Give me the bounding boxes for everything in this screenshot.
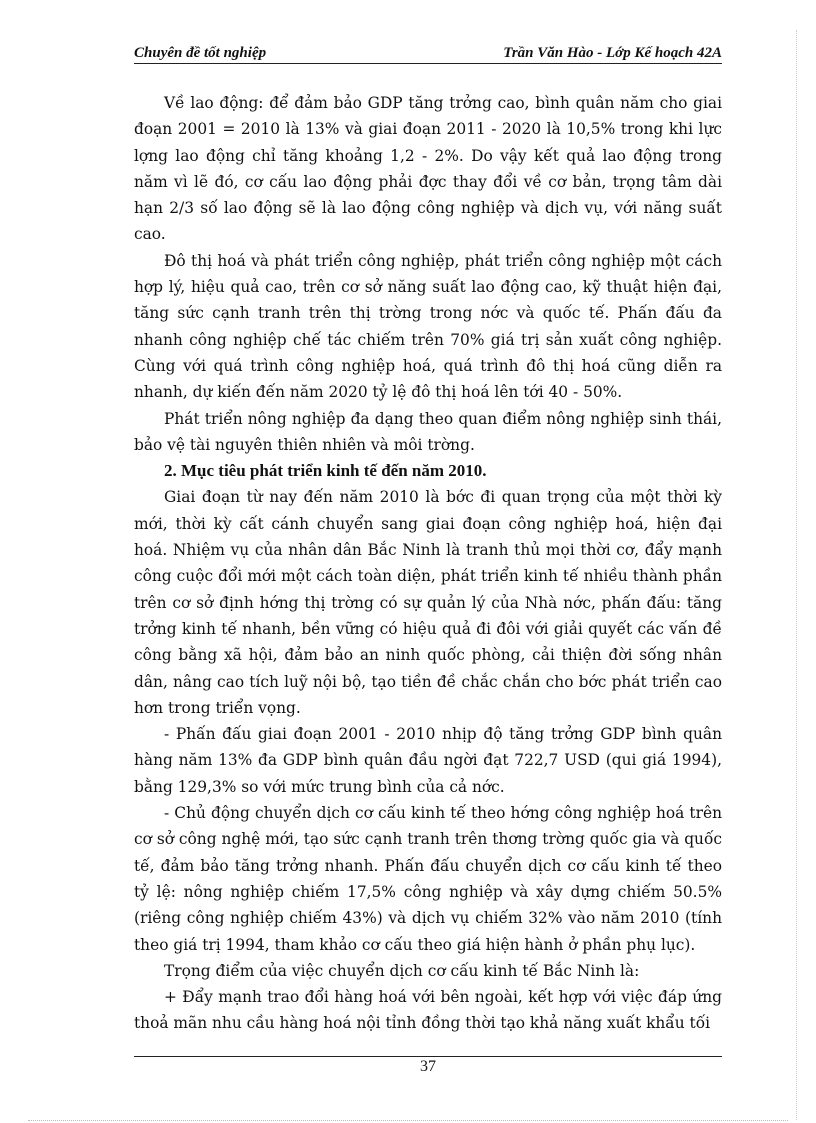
section-heading: 2. Mục tiêu phát triển kinh tế đến năm 2010. [164, 461, 487, 481]
paragraph-urbanization: Đô thị hoá và phát triển công nghiệp, phát triển công nghiệp một cách hợp lý, hiệu quả cao, trên cơ sở năng suất lao động cao, kỹ thuật hiện đại, tăng sức cạnh tranh trên thị trờng trong nớc và quốc tế. Phấn đấu đa nhanh công nghiệp chế tác chiếm trên 70% giá trị sản xuất công nghiệp. Cùng với quá trình công nghiệp hoá, quá trình đô thị hoá cũng diễn ra nhanh, dự kiến đến năm 2020 tỷ lệ đô thị hoá lên tới 40 - 50%. [134, 251, 722, 402]
paragraph-labor: Về lao động: để đảm bảo GDP tăng trởng cao, bình quân năm cho giai đoạn 2001 = 2010 là 13% và giai đoạn 2011 - 2020 là 10,5% trong khi lực lợng lao động chỉ tăng khoảng 1,2 - 2%. Do vậy kết quả lao động trong năm vì lẽ đó, cơ cấu lao động phải đợc thay đổi về cơ bản, trọng tâm dài hạn 2/3 số lao động sẽ là lao động công nghiệp và dịch vụ, với năng suất cao. [134, 94, 722, 244]
footer-divider [134, 1056, 722, 1057]
page-number: 37 [420, 1058, 436, 1075]
right-dotted-border [796, 30, 797, 1120]
paragraph-gdp-target: - Phấn đấu giai đoạn 2001 - 2010 nhịp độ tăng trởng GDP bình quân hàng năm 13% đa GDP bình quân đầu ngời đạt 722,7 USD (qui giá 1994), bằng 129,3% so với mức trung bình của cả nớc. [134, 725, 722, 796]
paragraph-structure-shift: - Chủ động chuyển dịch cơ cấu kinh tế theo hớng công nghiệp hoá trên cơ sở công nghệ mới, tạo sức cạnh tranh trên thơng trờng quốc gia và quốc tế, đảm bảo tăng trởng nhanh. Phấn đấu chuyển dịch cơ cấu kinh tế theo tỷ lệ: nông nghiệp chiếm 17,5% công nghiệp và xây dựng chiếm 50.5% (riêng công nghiệp chiếm 43%) và dịch vụ chiếm 32% vào năm 2010 (tính theo giá trị 1994, tham khảo cơ cấu theo giá hiện hành ở phần phụ lục). [134, 804, 722, 954]
paragraph-agriculture: Phát triển nông nghiệp đa dạng theo quan điểm nông nghiệp sinh thái, bảo vệ tài nguyên thiên nhiên và môi trờng. [134, 409, 722, 454]
page-header [134, 45, 722, 64]
header-right-text: Trần Văn Hào - Lớp Kế hoạch 42A [503, 45, 722, 61]
body-text [134, 90, 722, 1037]
paragraph-focus: Trọng điểm của việc chuyển dịch cơ cấu kinh tế Bắc Ninh là: [164, 961, 640, 980]
header-left-text: Chuyên đề tốt nghiệp [134, 45, 267, 61]
paragraph-period-goals: Giai đoạn từ nay đến năm 2010 là bớc đi quan trọng của một thời kỳ mới, thời kỳ cất cánh chuyển sang giai đoạn công nghiệp hoá, hiện đại hoá. Nhiệm vụ của nhân dân Bắc Ninh là tranh thủ mọi thời cơ, đẩy mạnh công cuộc đổi mới một cách toàn diện, phát triển kinh tế nhiều thành phần trên cơ sở định hớng thị trờng có sự quản lý của Nhà nớc, phấn đấu: tăng trởng kinh tế nhanh, bền vững có hiệu quả đi đôi với giải quyết các vấn đề công bằng xã hội, đảm bảo an ninh quốc phòng, cải thiện đời sống nhân dân, nâng cao tích luỹ nội bộ, tạo tiền đề chắc chắn cho bớc phát triển cao hơn trong triển vọng. [134, 488, 722, 717]
paragraph-trade: + Đẩy mạnh trao đổi hàng hoá với bên ngoài, kết hợp với việc đáp ứng thoả mãn nhu cầu hàng hoá nội tỉnh đồng thời tạo khả năng xuất khẩu tối [134, 988, 722, 1033]
bottom-dotted-border [28, 1120, 788, 1121]
